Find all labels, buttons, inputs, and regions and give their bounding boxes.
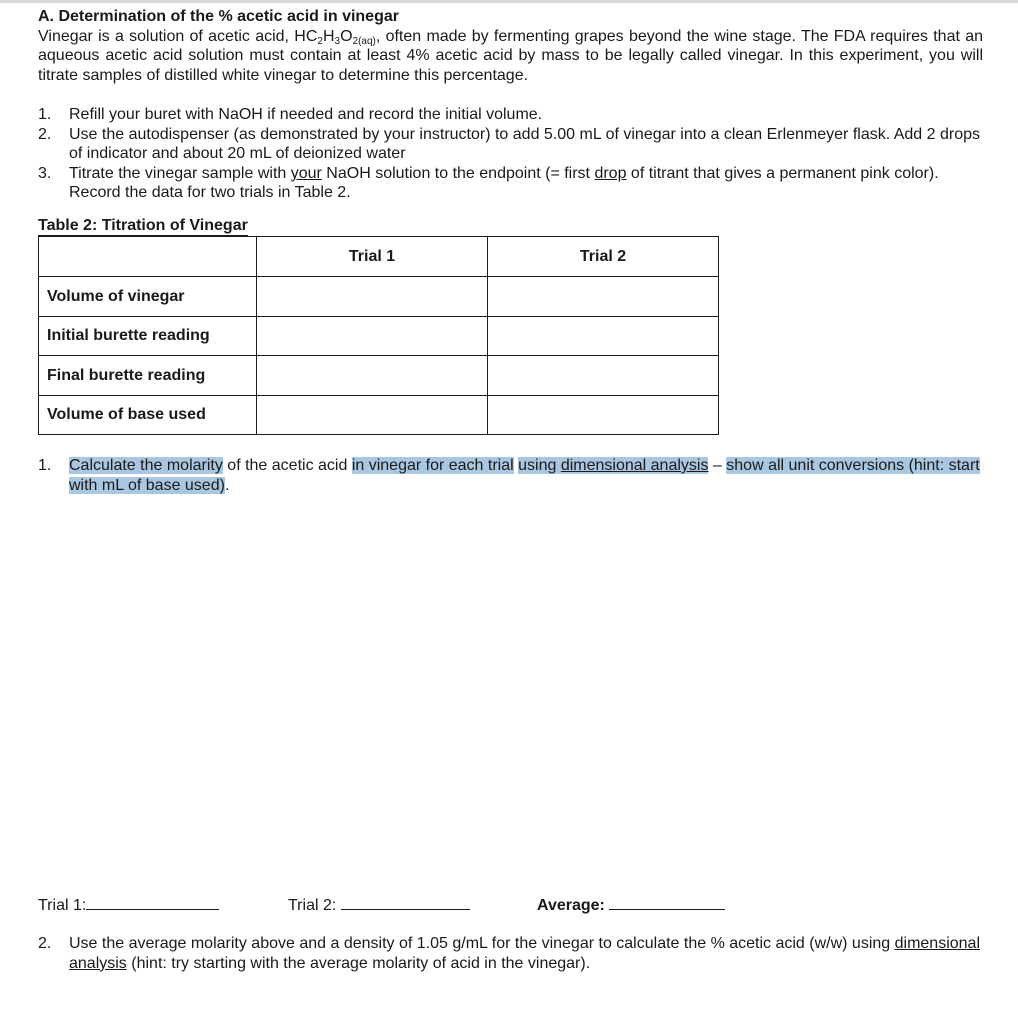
table-row xyxy=(39,316,719,356)
underlined-text: dimensional analysis xyxy=(69,935,981,972)
step-text xyxy=(69,164,983,203)
intro-paragraph xyxy=(38,27,983,86)
answer-trial-2 xyxy=(288,894,470,916)
question-number: 2. xyxy=(38,935,52,952)
highlighted-text[interactable]: using xyxy=(518,457,561,474)
answer-label: Trial 1: xyxy=(38,897,87,914)
document-page xyxy=(38,7,983,972)
question-2 xyxy=(38,934,983,973)
row-label: Volume of base used xyxy=(39,395,257,435)
underlined-word: drop xyxy=(594,164,627,182)
question-text-part: of the acetic acid xyxy=(222,457,352,474)
question-number: 1. xyxy=(38,457,52,474)
header-cell-trial-1: Trial 1 xyxy=(257,236,488,277)
row-label: Volume of vinegar xyxy=(39,277,257,317)
question-text-part: Use the average molarity above and a density of 1.05 g/mL for the vinegar to calculate the % acetic acid (w/w) using xyxy=(69,935,895,952)
step-number: 1. xyxy=(38,106,52,123)
answer-blank[interactable] xyxy=(341,894,470,910)
table-title: Table 2: Titration of Vinegar xyxy=(38,216,248,234)
question-text-part: – xyxy=(708,457,727,474)
question-text-part: . xyxy=(224,476,230,494)
table-row xyxy=(39,395,719,435)
answer-label: Average: xyxy=(537,897,605,914)
data-cell[interactable] xyxy=(257,316,488,356)
step-item xyxy=(38,164,983,203)
procedure-steps xyxy=(38,105,983,203)
page-top-border xyxy=(0,0,1018,3)
titration-table xyxy=(38,236,719,436)
question-text xyxy=(69,456,983,495)
step-text: Use the autodispenser (as demonstrated by your instructor) to add 5.00 mL of vinegar into a clean Erlenmeyer flask. Add 2 drops of indicator and about 20 mL of deionized water xyxy=(69,125,981,162)
table-row xyxy=(39,277,719,317)
step-text: Refill your buret with NaOH if needed and record the initial volume. xyxy=(69,106,543,123)
section-heading: A. Determination of the % acetic acid in vinegar xyxy=(38,8,399,25)
formula-subscript: 3 xyxy=(334,35,341,47)
intro-text: , often made by fermenting grapes beyond the wine stage. The FDA requires that an aqueous acetic acid solution must contain at least 4% acetic acid by mass to be legally called vinegar. In this experiment, you will titrate samples of distilled white vinegar to determine this percentage. xyxy=(38,27,983,84)
answer-lines xyxy=(38,894,983,916)
answer-label: Trial 2: xyxy=(288,897,337,914)
highlighted-text[interactable]: in vinegar for each trial xyxy=(351,457,514,474)
highlighted-text[interactable]: Calculate the molarity xyxy=(69,457,223,474)
table-row xyxy=(39,356,719,396)
question-1 xyxy=(38,456,983,495)
intro-text: Vinegar is a solution of acetic acid, HC xyxy=(38,27,318,45)
data-cell[interactable] xyxy=(488,316,719,356)
underlined-word: your xyxy=(290,164,322,182)
data-cell[interactable] xyxy=(257,395,488,435)
step-text-part: NaOH solution to the endpoint (= first xyxy=(321,164,595,182)
highlighted-text[interactable]: show all unit conversions (hint: start with mL of base used) xyxy=(69,457,980,494)
step-item xyxy=(38,125,983,164)
answer-blank[interactable] xyxy=(609,894,725,910)
table-header-row xyxy=(39,236,719,277)
question-text xyxy=(69,934,983,973)
row-label: Final burette reading xyxy=(39,356,257,396)
formula-subscript: 2(aq) xyxy=(352,35,376,47)
question-text-part: (hint: try starting with the average molarity of acid in the vinegar). xyxy=(126,954,591,972)
step-number: 2. xyxy=(38,125,52,143)
step-number: 3. xyxy=(38,164,52,182)
row-label: Initial burette reading xyxy=(39,316,257,356)
answer-trial-1 xyxy=(38,894,219,916)
data-cell[interactable] xyxy=(257,356,488,396)
header-cell-empty xyxy=(39,236,257,277)
data-cell[interactable] xyxy=(488,395,719,435)
data-cell[interactable] xyxy=(488,356,719,396)
answer-blank[interactable] xyxy=(86,894,219,910)
formula-subscript: 2 xyxy=(317,35,323,47)
underlined-highlighted-text[interactable]: dimensional analysis xyxy=(560,457,709,474)
formula-part: O xyxy=(340,27,353,45)
step-text-part: Titrate the vinegar sample with xyxy=(69,164,291,182)
answer-average xyxy=(537,894,725,916)
data-cell[interactable] xyxy=(488,277,719,317)
formula-part: H xyxy=(322,27,335,45)
step-item xyxy=(38,105,983,125)
step-text-part: of titrant that gives a permanent pink color). Record the data for two trials in Table 2. xyxy=(69,164,939,201)
header-cell-trial-2: Trial 2 xyxy=(488,236,719,277)
data-cell[interactable] xyxy=(257,277,488,317)
